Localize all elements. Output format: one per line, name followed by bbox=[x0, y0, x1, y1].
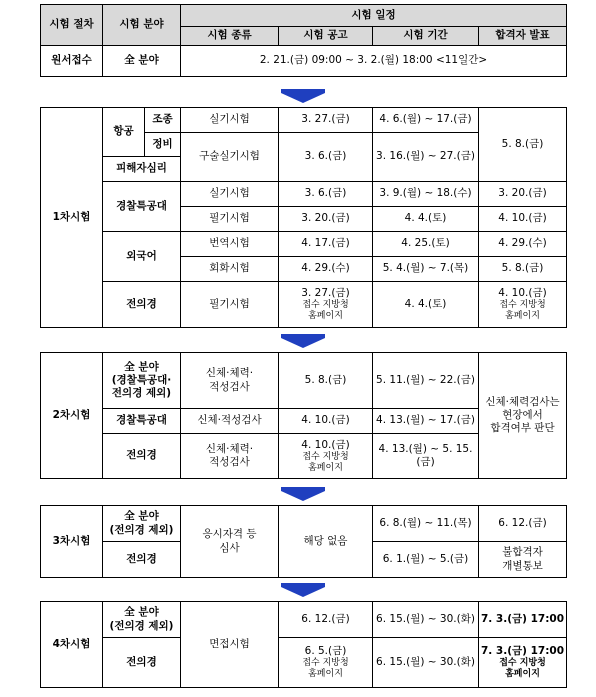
stage1-vet-result-note1: 접수 지방청 bbox=[499, 300, 546, 311]
stage2-vet-announce-note2: 홈페이지 bbox=[308, 462, 343, 473]
stage2-all-l1: 全 분야 bbox=[124, 360, 159, 373]
stage1-vet-result: 4. 10.(금) bbox=[498, 287, 547, 300]
header-table bbox=[40, 4, 567, 77]
stage2-all-cell bbox=[103, 353, 181, 409]
stage1-vet-result-cell bbox=[479, 282, 567, 328]
stage1-victim: 피해자심리 bbox=[103, 157, 181, 182]
stage1-pilot-type: 실기시험 bbox=[181, 108, 279, 133]
stage2-all-period: 5. 11.(월) ~ 22.(금) bbox=[373, 353, 479, 409]
stage2-vet-announce-cell bbox=[279, 434, 373, 479]
stage4-all-cell bbox=[103, 602, 181, 638]
stage1-maint-period: 3. 16.(월) ~ 27.(금) bbox=[373, 133, 479, 182]
header-procedure: 시험 절차 bbox=[41, 5, 103, 46]
stage1-label: 1차시험 bbox=[41, 108, 103, 328]
stage4-type: 면접시험 bbox=[181, 602, 279, 688]
stage1-maint-announce: 3. 6.(금) bbox=[279, 133, 373, 182]
stage1-maint-type: 구술실기시험 bbox=[181, 133, 279, 182]
stage1-vet-type: 필기시험 bbox=[181, 282, 279, 328]
stage2-vet-announce-note1: 접수 지방청 bbox=[302, 451, 349, 462]
stage3-all-result: 6. 12.(금) bbox=[479, 506, 567, 542]
stage1-police2-result: 4. 10.(금) bbox=[479, 207, 567, 232]
stage3-label: 3차시험 bbox=[41, 506, 103, 578]
stage2-police: 경찰특공대 bbox=[103, 409, 181, 434]
header-period: 시험 기간 bbox=[373, 27, 479, 46]
stage1-aviation: 항공 bbox=[103, 108, 145, 157]
stage3-table bbox=[40, 505, 567, 578]
stage1-vet: 전의경 bbox=[103, 282, 181, 328]
stage1-lang2-type: 회화시험 bbox=[181, 257, 279, 282]
stage4-vet-result-note2: 홈페이지 bbox=[505, 669, 540, 680]
header-type: 시험 종류 bbox=[181, 27, 279, 46]
stage1-vet-result-note2: 홈페이지 bbox=[505, 311, 540, 322]
stage1-police2-period: 4. 4.(토) bbox=[373, 207, 479, 232]
stage1-lang2-period: 5. 4.(월) ~ 7.(목) bbox=[373, 257, 479, 282]
stage1-police2-announce: 3. 20.(금) bbox=[279, 207, 373, 232]
header-announce: 시험 공고 bbox=[279, 27, 373, 46]
stage3-all-l2: (전의경 제외) bbox=[109, 523, 174, 536]
stage2-all-type-l1: 신체·체력· bbox=[205, 367, 254, 380]
stage1-lang1-type: 번역시험 bbox=[181, 232, 279, 257]
stage1-police2-type: 필기시험 bbox=[181, 207, 279, 232]
stage4-vet-result-cell bbox=[479, 638, 567, 688]
stage2-vet-type-cell bbox=[181, 434, 279, 479]
stage1-lang1-period: 4. 25.(토) bbox=[373, 232, 479, 257]
stage2-all-l3: 전의경 제외) bbox=[111, 387, 172, 400]
header-schedule: 시험 일정 bbox=[181, 5, 567, 27]
stage1-pilot: 조종 bbox=[145, 108, 181, 133]
stage2-result-cell bbox=[479, 353, 567, 479]
application-stage: 원서접수 bbox=[41, 46, 103, 77]
header-field: 시험 분야 bbox=[103, 5, 181, 46]
stage3-vet-result-l1: 불합격자 bbox=[502, 546, 543, 559]
stage1-lang1-announce: 4. 17.(금) bbox=[279, 232, 373, 257]
stage3-announce: 해당 없음 bbox=[279, 506, 373, 578]
stage1-vet-announce: 3. 27.(금) bbox=[301, 287, 350, 300]
stage3-all-period: 6. 8.(월) ~ 11.(목) bbox=[373, 506, 479, 542]
stage1-police1-result: 3. 20.(금) bbox=[479, 182, 567, 207]
stage1-police: 경찰특공대 bbox=[103, 182, 181, 232]
stage3-all-cell bbox=[103, 506, 181, 542]
down-arrow-icon bbox=[281, 89, 325, 103]
stage3-type-l2: 심사 bbox=[219, 541, 240, 554]
application-field: 全 분야 bbox=[103, 46, 181, 77]
down-arrow-icon bbox=[281, 334, 325, 348]
stage1-vet-announce-note1: 접수 지방청 bbox=[302, 300, 349, 311]
stage1-maint: 정비 bbox=[145, 133, 181, 157]
stage1-police1-period: 3. 9.(월) ~ 18.(수) bbox=[373, 182, 479, 207]
stage1-pilot-period: 4. 6.(월) ~ 17.(금) bbox=[373, 108, 479, 133]
stage4-all-result: 7. 3.(금) 17:00 bbox=[479, 602, 567, 638]
stage4-table bbox=[40, 601, 567, 688]
stage4-vet-result: 7. 3.(금) 17:00 bbox=[480, 645, 565, 658]
stage3-vet-period: 6. 1.(월) ~ 5.(금) bbox=[373, 542, 479, 578]
stage1-lang1-result: 4. 29.(수) bbox=[479, 232, 567, 257]
stage2-police-announce: 4. 10.(금) bbox=[279, 409, 373, 434]
stage1-aviation-result: 5. 8.(금) bbox=[479, 108, 567, 182]
stage2-vet-type-l2: 적성검사 bbox=[209, 456, 250, 468]
stage2-vet-announce: 4. 10.(금) bbox=[301, 438, 350, 451]
stage1-police1-announce: 3. 6.(금) bbox=[279, 182, 373, 207]
stage2-vet: 전의경 bbox=[103, 434, 181, 479]
stage1-vet-announce-note2: 홈페이지 bbox=[308, 311, 343, 322]
stage2-police-period: 4. 13.(월) ~ 17.(금) bbox=[373, 409, 479, 434]
stage4-all-l2: (전의경 제외) bbox=[109, 619, 174, 632]
down-arrow-icon bbox=[281, 487, 325, 501]
stage2-table bbox=[40, 352, 567, 479]
stage2-all-announce: 5. 8.(금) bbox=[279, 353, 373, 409]
stage2-all-l2: (경찰특공대· bbox=[111, 373, 172, 386]
header-result: 합격자 발표 bbox=[479, 27, 567, 46]
stage4-vet-announce: 6. 5.(금) bbox=[304, 645, 347, 658]
stage4-vet-period: 6. 15.(월) ~ 30.(화) bbox=[373, 638, 479, 688]
stage1-pilot-announce: 3. 27.(금) bbox=[279, 108, 373, 133]
stage4-all-period: 6. 15.(월) ~ 30.(화) bbox=[373, 602, 479, 638]
stage2-vet-type-l1: 신체·체력· bbox=[205, 442, 254, 455]
stage1-lang: 외국어 bbox=[103, 232, 181, 282]
stage4-vet: 전의경 bbox=[103, 638, 181, 688]
stage1-police1-type: 실기시험 bbox=[181, 182, 279, 207]
stage3-vet-result-cell bbox=[479, 542, 567, 578]
stage3-vet-result-l2: 개별통보 bbox=[502, 559, 543, 572]
stage2-police-type: 신체·적성검사 bbox=[181, 409, 279, 434]
stage1-lang2-result: 5. 8.(금) bbox=[479, 257, 567, 282]
stage1-vet-period: 4. 4.(토) bbox=[373, 282, 479, 328]
stage4-label: 4차시험 bbox=[41, 602, 103, 688]
stage3-vet: 전의경 bbox=[103, 542, 181, 578]
stage4-vet-announce-note2: 홈페이지 bbox=[308, 669, 343, 680]
stage3-all-l1: 全 분야 bbox=[124, 510, 159, 523]
stage4-all-announce: 6. 12.(금) bbox=[279, 602, 373, 638]
stage2-all-type-l2: 적성검사 bbox=[209, 380, 250, 393]
stage2-label: 2차시험 bbox=[41, 353, 103, 479]
stage2-result-l3: 합격여부 판단 bbox=[490, 422, 555, 435]
stage4-vet-announce-cell bbox=[279, 638, 373, 688]
stage2-vet-period: 4. 13.(월) ~ 5. 15.(금) bbox=[373, 434, 479, 479]
stage2-all-type-cell bbox=[181, 353, 279, 409]
stage4-vet-announce-note1: 접수 지방청 bbox=[302, 658, 349, 669]
stage1-vet-announce-cell bbox=[279, 282, 373, 328]
application-period: 2. 21.(금) 09:00 ~ 3. 2.(월) 18:00 <11일간> bbox=[181, 46, 567, 77]
stage3-type-l1: 응시자격 등 bbox=[202, 528, 257, 541]
stage2-result-l1: 신체·체력검사는 bbox=[485, 395, 560, 408]
stage1-table bbox=[40, 107, 567, 328]
stage3-type-cell bbox=[181, 506, 279, 578]
stage4-all-l1: 全 분야 bbox=[124, 606, 159, 619]
stage4-vet-result-note1: 접수 지방청 bbox=[499, 658, 546, 669]
down-arrow-icon bbox=[281, 583, 325, 597]
stage2-result-l2: 현장에서 bbox=[502, 408, 543, 421]
stage1-lang2-announce: 4. 29.(수) bbox=[279, 257, 373, 282]
